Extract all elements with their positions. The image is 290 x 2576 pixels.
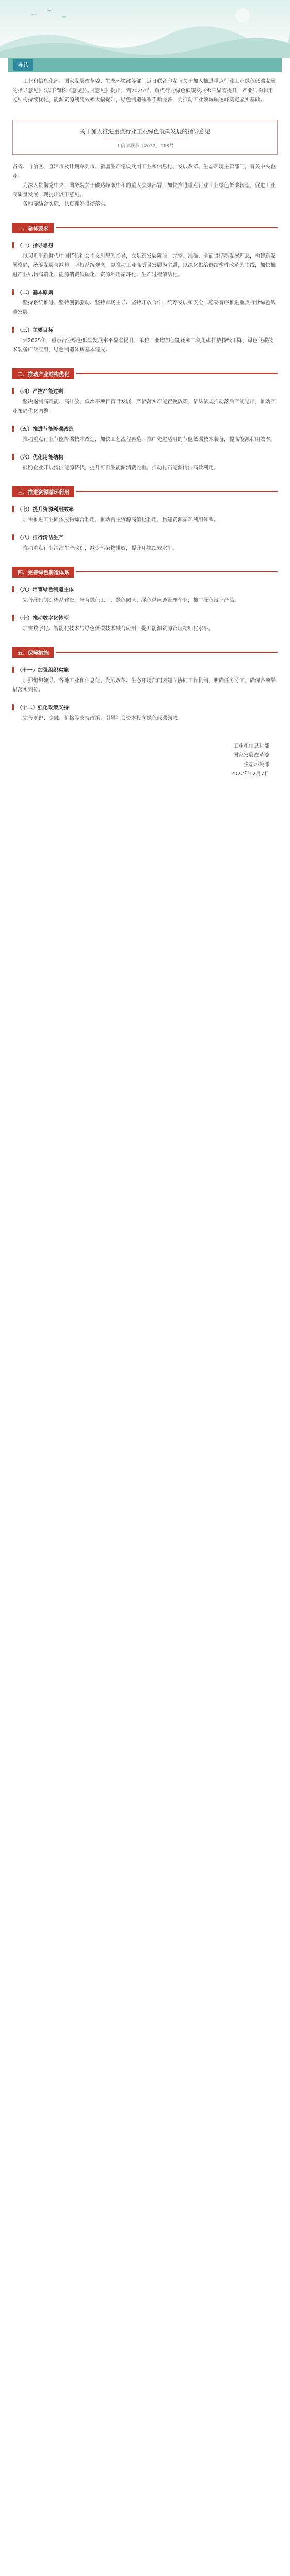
intro-tag: 导读 bbox=[13, 59, 33, 71]
section-label: 四、完善绿色制造体系 bbox=[12, 567, 74, 578]
section-rule bbox=[56, 652, 278, 653]
subsection-marker bbox=[12, 667, 14, 673]
subsection-marker bbox=[12, 426, 14, 432]
body-paragraph: 到2025年，重点行业绿色低碳发展水平显著提升，单位工业增加值能耗和二氧化碳排放持续下降，绿色低碳技术装备广泛应用，绿色制造体系基本建成。 bbox=[12, 338, 273, 353]
subsection-label: （十）推动数字化转型 bbox=[17, 616, 69, 621]
subsection-heading bbox=[12, 326, 278, 333]
subsection-label: （六）优化用能结构 bbox=[17, 455, 63, 461]
landscape-illustration bbox=[0, 0, 290, 58]
body-paragraph: 推动重点行业节能降碳技术改造，加快工艺流程再造，推广先进适用的节能低碳技术装备，提高能源利用效率。 bbox=[23, 437, 276, 443]
subsection-marker bbox=[12, 327, 14, 333]
body-paragraph: 坚持系统推进、坚持创新驱动、坚持市场主导、坚持开放合作，统筹发展和安全，稳妥有序推进重点行业绿色低碳发展。 bbox=[12, 300, 276, 315]
subsection-heading bbox=[12, 703, 278, 711]
subsection-label: （十二）强化政策支持 bbox=[17, 705, 69, 711]
body-paragraph: 加强组织领导，各地工业和信息化、发展改革、生态环境部门要建立协同工作机制，明确任务分工，确保各项举措落实到位。 bbox=[12, 678, 276, 693]
document-number: 工信部联节〔2022〕168号 bbox=[104, 140, 186, 149]
subsection-label: （一）指导思想 bbox=[17, 243, 53, 249]
subsection-heading bbox=[12, 533, 278, 541]
subsection-marker bbox=[12, 289, 14, 295]
subsection-marker bbox=[12, 615, 14, 621]
document-frame bbox=[12, 120, 278, 155]
document-title: 关于加入推进重点行业工业绿色低碳发展的指导意见 bbox=[79, 128, 211, 135]
subsection-heading bbox=[12, 241, 278, 249]
subsection-marker bbox=[12, 454, 14, 460]
subsection-heading bbox=[12, 585, 278, 593]
subsection-marker bbox=[12, 704, 14, 710]
section-rule bbox=[76, 491, 278, 492]
subsection-label: （二）基本原则 bbox=[17, 290, 53, 296]
subsection-label: （八）推行清洁生产 bbox=[17, 535, 63, 541]
subsection-label: （七）提升资源利用效率 bbox=[17, 507, 74, 513]
subsection-heading bbox=[12, 666, 278, 673]
subsection-marker bbox=[12, 586, 14, 592]
body-paragraph: 加快推进工业固体废物综合利用，推动再生资源高值化利用，构建资源循环利用体系。 bbox=[23, 517, 219, 523]
signature-org: 工业和信息化部 bbox=[233, 743, 269, 749]
section-rule bbox=[76, 571, 278, 572]
subsection-label: （十一）加强组织实施 bbox=[17, 668, 69, 673]
section-heading bbox=[12, 223, 278, 233]
subsection-label: （三）主要目标 bbox=[17, 328, 53, 333]
section-label: 一、总体要求 bbox=[12, 223, 54, 233]
signature-org: 国家发展改革委 bbox=[233, 753, 269, 758]
section-label: 五、保障措施 bbox=[12, 647, 54, 658]
subsection-marker bbox=[12, 388, 14, 394]
subsection-heading bbox=[12, 505, 278, 513]
body-paragraph: 完善绿色制造体系建设，培育绿色工厂、绿色园区、绿色供应链管理企业，推广绿色设计产品。 bbox=[23, 598, 239, 603]
article-page bbox=[0, 0, 290, 779]
section-label: 三、推进资源循环利用 bbox=[12, 486, 74, 497]
section-rule bbox=[76, 373, 278, 374]
intro-paragraph: 工业和信息化部、国家发展改革委、生态环境部等部门近日联合印发《关于加入推进重点行业工业绿色低碳发展的指导意见》（以下简称《意见》）。《意见》提出，到2025年，重点行业绿色低碳发展水平显著提升，产业结构和用能结构持续优化，能源资源利用效率大幅提升，绿色制造体系不断完善，为推动工业领域碳达峰奠定坚实基础。 bbox=[12, 79, 276, 103]
document-number-wrap bbox=[18, 140, 272, 149]
subsection-heading bbox=[12, 425, 278, 432]
body-paragraph: 鼓励企业开展清洁能源替代，提升可再生能源消费比重，推动化石能源清洁高效利用。 bbox=[23, 465, 219, 471]
header-strip bbox=[8, 58, 282, 72]
body-paragraph: 以习近平新时代中国特色社会主义思想为指导，立足新发展阶段，完整、准确、全面贯彻新发展理念，构建新发展格局，统筹发展与减排，坚持系统观念，以推动工业高质量发展为主题，以深化供给侧结构性改革为主线，加快推进产业结构高端化、能源消费低碳化、资源利用循环化、生产过程清洁化。 bbox=[12, 253, 276, 278]
subsection-heading bbox=[12, 614, 278, 621]
signature-block bbox=[0, 742, 269, 779]
header-banner bbox=[0, 0, 290, 58]
subsection-heading bbox=[12, 288, 278, 296]
subsection-marker bbox=[12, 534, 14, 540]
subsection-marker bbox=[12, 506, 14, 512]
section-heading bbox=[12, 647, 278, 657]
subsection-marker bbox=[12, 242, 14, 248]
subsection-heading bbox=[12, 453, 278, 461]
section-heading bbox=[12, 567, 278, 577]
subsection-label: （四）严控产能过剩 bbox=[17, 389, 63, 395]
opening-paragraph-2: 各地要结合实际，认真抓好贯彻落实。 bbox=[23, 201, 110, 207]
subsection-label: （九）培育绿色制造主体 bbox=[17, 587, 74, 593]
body-paragraph: 推动重点行业清洁生产改造，减少污染物排放，提升环境绩效水平。 bbox=[23, 546, 178, 551]
subsection-label: （五）推进节能降碳改造 bbox=[17, 427, 74, 432]
section-heading bbox=[12, 486, 278, 497]
section-rule bbox=[56, 227, 278, 228]
section-heading bbox=[12, 368, 278, 379]
signature-date: 2022年12月7日 bbox=[231, 771, 269, 777]
section-label: 二、推动产业结构优化 bbox=[12, 368, 74, 379]
signature-org: 生态环境部 bbox=[244, 762, 269, 768]
recipients: 各省、自治区、直辖市及计划单列市、新疆生产建设兵团工业和信息化、发展改革、生态环境主管部门，有关中央企业： bbox=[12, 164, 276, 179]
body-paragraph: 完善财税、金融、价格等支持政策，引导社会资本投向绿色低碳领域。 bbox=[23, 716, 183, 721]
subsection-heading bbox=[12, 387, 278, 395]
body-paragraph: 加快数字化、智能化技术与绿色低碳技术融合应用，提升能源资源管理精细化水平。 bbox=[23, 626, 214, 632]
opening-paragraph: 为深入贯彻党中央、国务院关于碳达峰碳中和的重大决策部署，加快推进重点行业工业绿色低碳转型，促进工业高质量发展，现提出以下意见。 bbox=[12, 183, 276, 198]
body-paragraph: 坚决遏制高耗能、高排放、低水平项目盲目发展，严格落实产能置换政策，依法依规推动落后产能退出，推动产业布局优化调整。 bbox=[12, 399, 276, 414]
